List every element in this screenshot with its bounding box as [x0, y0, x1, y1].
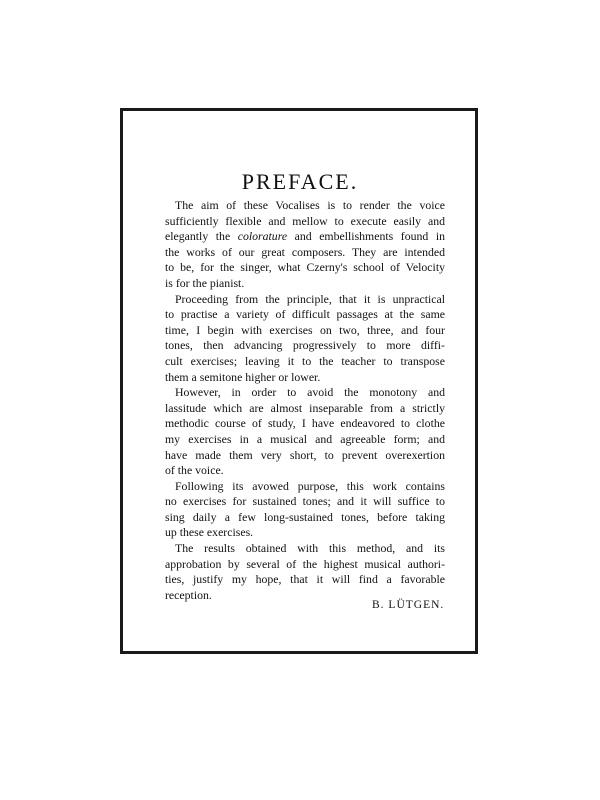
preface-line: my exercises in a musical and agreeable form; and — [165, 431, 445, 446]
preface-line: to practise a variety of difficult passages at the same — [165, 307, 445, 322]
preface-line: have made them very short, to prevent overexertion — [165, 447, 445, 462]
preface-line: is for the pianist. — [165, 275, 245, 290]
preface-line: The aim of these Vocalises is to render the voice — [175, 198, 445, 212]
preface-line: sing daily a few long-sustained tones, before taking — [165, 509, 445, 524]
preface-line: time, I begin with exercises on two, three, and four — [165, 322, 445, 337]
preface-line: methodic course of study, I have endeavored to clothe — [165, 416, 445, 431]
preface-line-text: and embellishments found in — [287, 229, 446, 244]
preface-line: lassitude which are almost inseparable from a strictly — [165, 400, 445, 415]
preface-line: The results obtained with this method, and its — [175, 541, 445, 556]
preface-line: However, in order to avoid the monotony and — [175, 385, 445, 400]
preface-line: tones, then advancing progressively to more diffi- — [165, 338, 445, 353]
preface-line: no exercises for sustained tones; and it will suffice to — [165, 494, 445, 509]
preface-line: of the voice. — [165, 463, 224, 478]
preface-line — [165, 229, 445, 245]
preface-line: them a semitone higher or lower. — [165, 369, 321, 384]
preface-line: up these exercises. — [165, 525, 254, 540]
author-signature: B. LÜTGEN. — [372, 599, 445, 611]
preface-line: approbation by several of the highest musical authori- — [165, 556, 445, 571]
preface-line: cult exercises; leaving it to the teacher to transpose — [165, 353, 445, 368]
preface-line: Proceeding from the principle, that it is unpractical — [175, 291, 445, 306]
preface-line: Following its avowed purpose, this work contains — [175, 478, 445, 493]
preface-body — [165, 198, 445, 603]
preface-line: the works of our great composers. They are intended — [165, 244, 445, 259]
preface-line: ties, justify my hope, that it will find a favorable — [165, 572, 445, 587]
preface-line: sufficiently flexible and mellow to execute easily and — [165, 213, 445, 228]
preface-title: PREFACE. — [241, 169, 359, 194]
preface-line: reception. — [165, 587, 212, 602]
preface-line-text: elegantly the — [165, 229, 238, 244]
preface-line: to be, for the singer, what Czerny's school of Velocity — [165, 260, 445, 275]
italic-term: colorature — [237, 229, 288, 244]
